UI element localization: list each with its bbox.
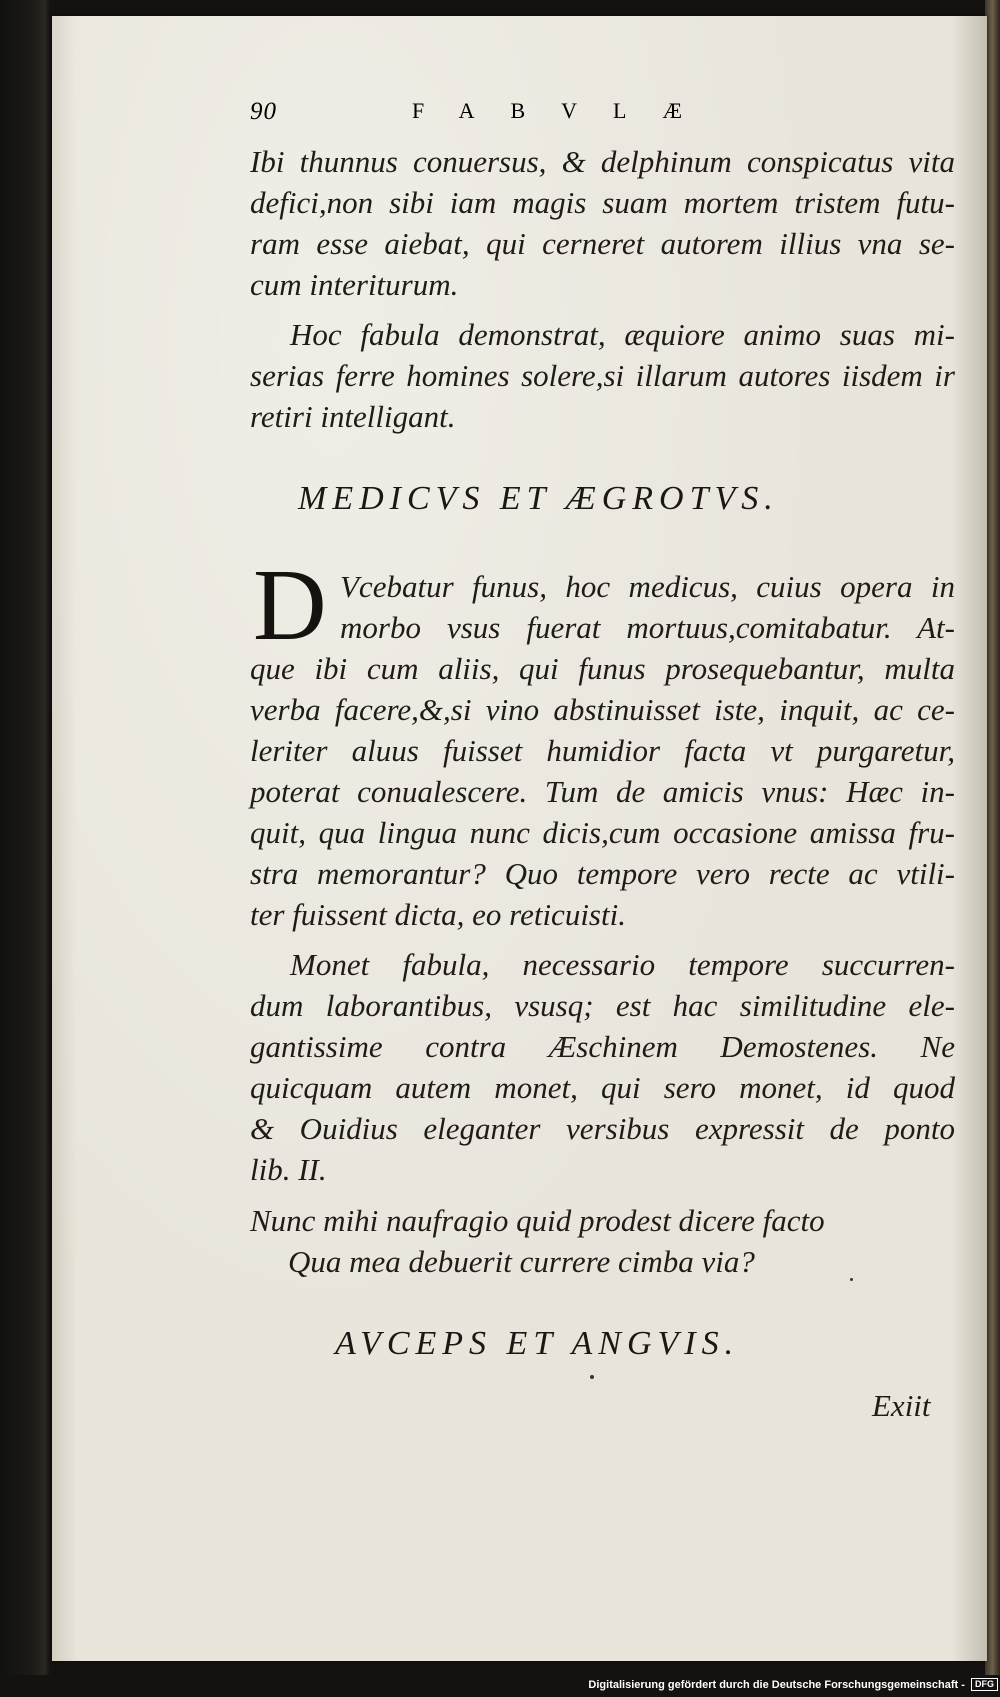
text-line: ram esse aiebat, qui cerneret autorem illius vna se-	[250, 226, 955, 261]
digitization-footer	[588, 1678, 998, 1691]
ink-speck	[590, 1375, 594, 1379]
moral-line: serias ferre homines solere,si illarum autores iisdem ir	[250, 358, 955, 393]
verse-line: Qua mea debuerit currere cimba via?	[288, 1244, 755, 1279]
moral-line: Hoc fabula demonstrat, æquiore animo suas mi-	[290, 317, 955, 352]
page-number: 90	[250, 98, 277, 125]
moral-line: quicquam autem monet, qui sero monet, id quod	[250, 1070, 955, 1105]
catchword: Exiit	[872, 1388, 931, 1423]
fable-heading: AVCEPS ET ANGVIS.	[335, 1325, 740, 1362]
text-line: cum interiturum.	[250, 267, 459, 302]
moral-line: & Ouidius eleganter versibus expressit de ponto	[250, 1111, 955, 1146]
moral-line: Monet fabula, necessario tempore succurren-	[290, 947, 955, 982]
text-line: morbo vsus fuerat mortuus,comitabatur. At-	[340, 610, 955, 645]
moral-line: retiri intelligant.	[250, 399, 456, 434]
moral-line: lib. II.	[250, 1152, 327, 1187]
text-line: que ibi cum aliis, qui funus prosequebantur, multa	[250, 651, 955, 686]
verse-line: Nunc mihi naufragio quid prodest dicere facto	[250, 1203, 825, 1238]
text-line: ter fuissent dicta, eo reticuisti.	[250, 897, 626, 932]
text-line: leriter aluus fuisset humidior facta vt purgaretur,	[250, 733, 955, 768]
drop-cap: D	[253, 549, 327, 662]
dfg-logo: DFG	[971, 1678, 998, 1691]
text-line: Vcebatur funus, hoc medicus, cuius opera in	[340, 569, 955, 604]
book-edge	[985, 0, 1000, 1675]
text-line: poterat conualescere. Tum de amicis vnus: Hæc in-	[250, 774, 955, 809]
digitization-note: Digitalisierung gefördert durch die Deutsche Forschungsgemeinschaft -	[588, 1679, 965, 1691]
text-line: Ibi thunnus conuersus, & delphinum conspicatus vita	[250, 144, 955, 179]
moral-line: dum laborantibus, vsusq; est hac similitudine ele-	[250, 988, 955, 1023]
ink-speck	[850, 1278, 853, 1281]
running-title: FABVLÆ	[412, 98, 719, 123]
text-line: quit, qua lingua nunc dicis,cum occasione amissa fru-	[250, 815, 955, 850]
text-line: defici,non sibi iam magis suam mortem tristem futu-	[250, 185, 955, 220]
fable-heading: MEDICVS ET ÆGROTVS.	[298, 480, 779, 517]
moral-line: gantissime contra Æschinem Demostenes. Ne	[250, 1029, 955, 1064]
text-line: verba facere,&,si vino abstinuisset iste, inquit, ac ce-	[250, 692, 955, 727]
text-line: stra memorantur? Quo tempore vero recte ac vtili-	[250, 856, 955, 891]
